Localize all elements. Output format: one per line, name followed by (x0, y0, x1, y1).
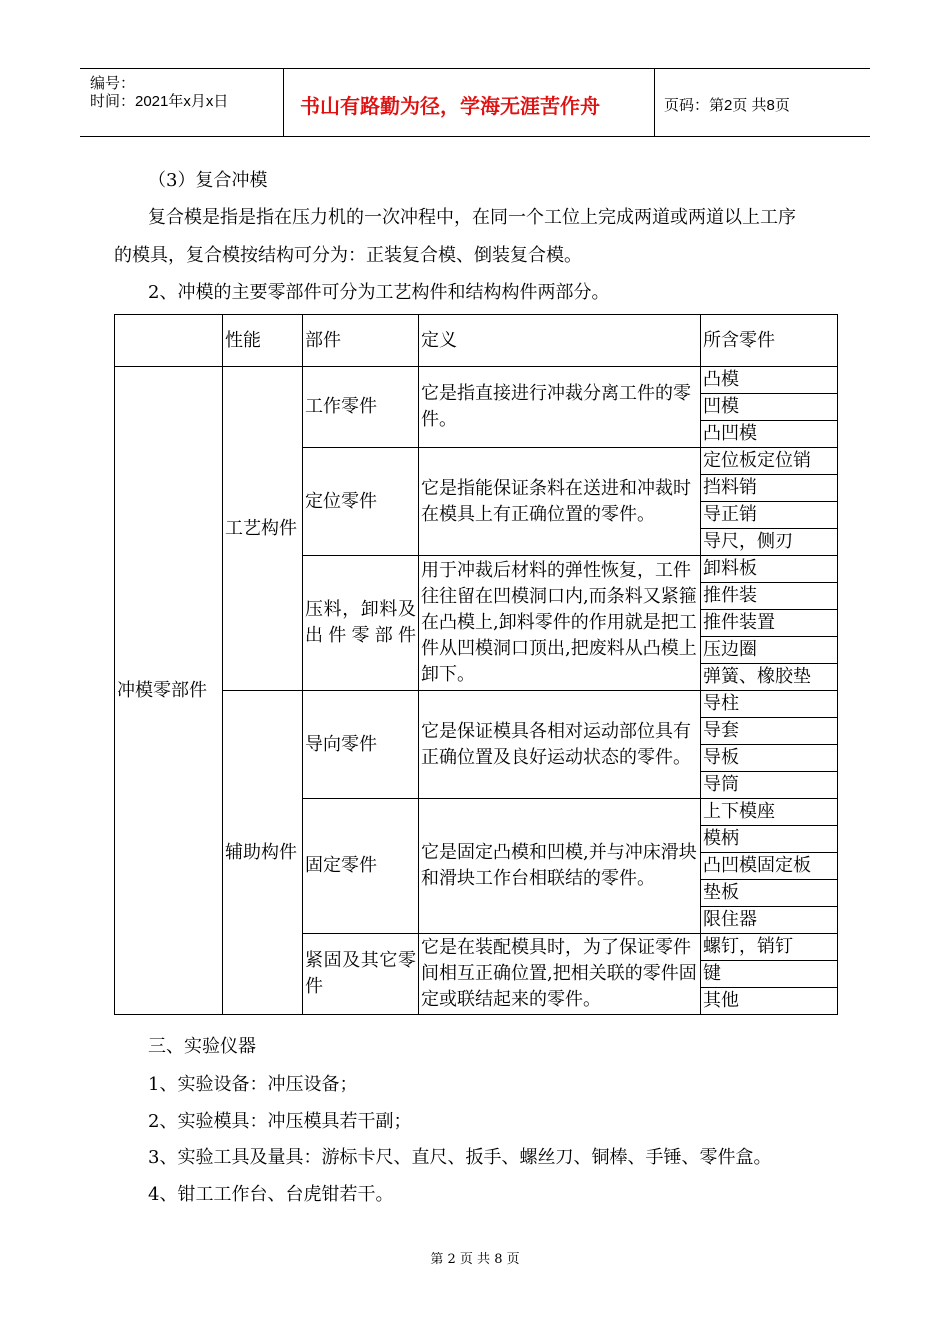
header-cell-performance: 性能 (223, 315, 303, 367)
item-cell: 模柄 (701, 826, 838, 853)
item-cell: 其他 (701, 988, 838, 1015)
item-cell: 压边圈 (701, 637, 838, 664)
page-footer: 第 2 页 共 8 页 (430, 1252, 520, 1267)
item-cell: 限住器 (701, 907, 838, 934)
time-label: 时间：2021年x月x日 (90, 93, 229, 110)
item-cell: 定位板定位销 (701, 448, 838, 475)
part-definition-cell: 它是保证模具各相对运动部位具有正确位置及良好运动状态的零件。 (419, 691, 701, 799)
paragraph-1-line-2: 的模具，复合模按结构可分为：正装复合模、倒装复合模。 (114, 245, 582, 266)
part-definition-cell: 它是指能保证条料在送进和冲裁时在模具上有正确位置的零件。 (419, 448, 701, 556)
header-cell-items: 所含零件 (701, 315, 838, 367)
paragraph-2: 2、冲模的主要零部件可分为工艺构件和结构构件两部分。 (148, 282, 610, 303)
serial-label: 编号： (90, 75, 136, 92)
paragraph-1-line-1: 复合模是指是指在压力机的一次冲程中，在同一个工位上完成两道或两道以上工序 (148, 207, 796, 228)
part-name-cell: 工作零件 (303, 367, 419, 448)
part-definition-cell: 用于冲裁后材料的弹性恢复，工件往往留在凹模洞口内,而条料又紧箍在凸模上,卸料零件的作用就是把工件从凹模洞口顶出,把废料从凸模上卸下。 (419, 556, 701, 691)
part-definition-cell: 它是指直接进行冲裁分离工件的零件。 (419, 367, 701, 448)
page-code: 页码：第2页 共8页 (664, 97, 790, 114)
part-definition-cell: 它是在装配模具时，为了保证零件间相互正确位置,把相关联的零件固定或联结起来的零件。 (419, 934, 701, 1015)
header-motto: 书山有路勤为径，学海无涯苦作舟 (300, 94, 600, 118)
header-divider-right (654, 68, 655, 136)
header-cell-empty (115, 315, 223, 367)
item-cell: 导正销 (701, 502, 838, 529)
item-cell: 凸模 (701, 367, 838, 394)
item-cell: 推件装 (701, 583, 838, 610)
item-cell: 键 (701, 961, 838, 988)
item-cell: 凸凹模固定板 (701, 853, 838, 880)
section-3-item-4: 4、钳工工作台、台虎钳若干。 (148, 1184, 394, 1205)
item-cell: 推件装置 (701, 610, 838, 637)
part-name-cell: 导向零件 (303, 691, 419, 799)
group-cell: 辅助构件 (223, 691, 303, 1015)
header-bottom-rule (80, 136, 870, 137)
item-cell: 螺钉，销钉 (701, 934, 838, 961)
group-cell: 工艺构件 (223, 367, 303, 691)
item-cell: 上下模座 (701, 799, 838, 826)
part-definition-cell: 它是固定凸模和凹模,并与冲床滑块和滑块工作台相联结的零件。 (419, 799, 701, 934)
item-cell: 导柱 (701, 691, 838, 718)
section-3-item-2: 2、实验模具：冲压模具若干副； (148, 1111, 412, 1132)
item-cell: 凹模 (701, 394, 838, 421)
category-cell: 冲模零部件 (115, 367, 223, 1015)
section-3-item-3: 3、实验工具及量具：游标卡尺、直尺、扳手、螺丝刀、铜棒、手锤、零件盒。 (148, 1147, 772, 1168)
part-name-cell: 定位零件 (303, 448, 419, 556)
part-name-cell: 压料，卸料及出件零部件 (303, 556, 419, 691)
item-cell: 导套 (701, 718, 838, 745)
item-cell: 导板 (701, 745, 838, 772)
header-cell-part: 部件 (303, 315, 419, 367)
part-name-cell: 固定零件 (303, 799, 419, 934)
item-cell: 挡料销 (701, 475, 838, 502)
item-cell: 导筒 (701, 772, 838, 799)
section-3-item-1: 1、实验设备：冲压设备； (148, 1074, 358, 1095)
section-3-heading: 三、实验仪器 (148, 1036, 256, 1057)
item-cell: 弹簧、橡胶垫 (701, 664, 838, 691)
part-name-cell: 紧固及其它零件 (303, 934, 419, 1015)
item-cell: 凸凹模 (701, 421, 838, 448)
item-cell: 卸料板 (701, 556, 838, 583)
item-cell: 导尺，侧刃 (701, 529, 838, 556)
header-divider-left (283, 68, 284, 136)
header-top-rule (80, 68, 870, 69)
parts-table (114, 314, 838, 1015)
header-cell-definition: 定义 (419, 315, 701, 367)
table-header-row (115, 315, 838, 367)
item-cell: 垫板 (701, 880, 838, 907)
sub-heading: （3）复合冲模 (148, 170, 268, 191)
